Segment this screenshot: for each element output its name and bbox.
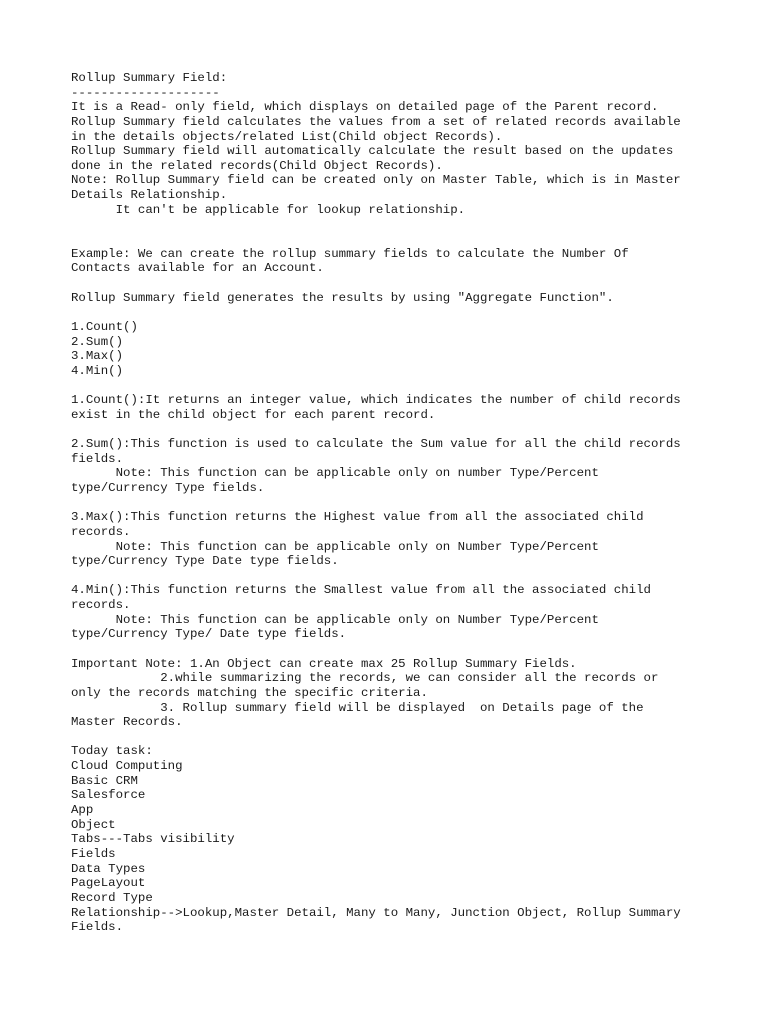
text-line: Note: This function can be applicable only on number Type/Percent xyxy=(71,466,599,481)
text-line: App xyxy=(71,803,94,818)
text-line: Rollup Summary Field: xyxy=(71,71,228,85)
text-line: 2.Sum():This function is used to calculate the Sum value for all the child records xyxy=(71,437,681,452)
text-line xyxy=(71,378,731,393)
text-line xyxy=(71,422,731,437)
text-line xyxy=(71,232,731,247)
text-line: Rollup Summary field will automatically calculate the result based on the updates xyxy=(71,144,674,159)
text-line: Fields. xyxy=(71,920,124,935)
text-line: -------------------- xyxy=(71,85,220,100)
text-line: Note: This function can be applicable only on Number Type/Percent xyxy=(71,539,599,554)
text-line: 4.Min() xyxy=(71,363,124,378)
text-line: type/Currency Type Date type fields. xyxy=(71,554,339,569)
text-line: Salesforce xyxy=(71,788,146,803)
text-line: Basic CRM xyxy=(71,773,138,788)
text-line: in the details objects/related List(Child object Records). xyxy=(71,129,503,144)
text-line: records. xyxy=(71,524,131,539)
text-line xyxy=(71,276,731,291)
text-line: type/Currency Type fields. xyxy=(71,480,265,495)
text-line xyxy=(71,569,731,584)
text-line: 4.Min():This function returns the Smallest value from all the associated child xyxy=(71,583,651,598)
text-line: records. xyxy=(71,598,131,613)
text-line xyxy=(71,730,731,745)
text-line: Example: We can create the rollup summary fields to calculate the Number Of xyxy=(71,246,629,261)
text-line: Rollup Summary field calculates the values from a set of related records available xyxy=(71,114,681,129)
text-line: Fields xyxy=(71,846,116,861)
text-line xyxy=(71,496,731,511)
text-line: 3.Max() xyxy=(71,349,124,364)
text-line: It can't be applicable for lookup relationship. xyxy=(71,202,466,217)
text-line: 2.Sum() xyxy=(71,334,124,349)
text-line: 1.Count():It returns an integer value, which indicates the number of child records xyxy=(71,393,681,408)
text-line: Record Type xyxy=(71,890,153,905)
text-line: 1.Count() xyxy=(71,319,138,334)
text-line: Note: Rollup Summary field can be created only on Master Table, which is in Master xyxy=(71,173,681,188)
text-line: Note: This function can be applicable only on Number Type/Percent xyxy=(71,612,599,627)
text-line: 3. Rollup summary field will be displayed on Details page of the xyxy=(71,700,644,715)
text-line: Today task: xyxy=(71,744,153,759)
text-line xyxy=(71,217,731,232)
text-line: 3.Max():This function returns the Highest value from all the associated child xyxy=(71,510,644,525)
text-line: It is a Read- only field, which displays on detailed page of the Parent record. xyxy=(71,100,659,115)
text-line: Tabs---Tabs visibility xyxy=(71,832,235,847)
text-line: 2.while summarizing the records, we can consider all the records or xyxy=(71,671,659,686)
text-line: Data Types xyxy=(71,861,146,876)
text-line: only the records matching the specific criteria. xyxy=(71,685,428,700)
text-line: Important Note: 1.An Object can create max 25 Rollup Summary Fields. xyxy=(71,656,577,671)
text-line: fields. xyxy=(71,451,124,466)
text-line: Rollup Summary field generates the results by using "Aggregate Function". xyxy=(71,290,614,305)
document-body xyxy=(71,71,731,935)
text-line: Master Records. xyxy=(71,715,183,730)
text-line: Cloud Computing xyxy=(71,759,183,774)
text-line xyxy=(71,642,731,657)
text-line: Contacts available for an Account. xyxy=(71,261,324,276)
text-line xyxy=(71,305,731,320)
text-line: Relationship-->Lookup,Master Detail, Many to Many, Junction Object, Rollup Summary xyxy=(71,905,681,920)
text-line: PageLayout xyxy=(71,876,146,891)
text-line: done in the related records(Child Object Records). xyxy=(71,158,443,173)
text-line: type/Currency Type/ Date type fields. xyxy=(71,627,347,642)
text-line: Object xyxy=(71,817,116,832)
text-line: exist in the child object for each parent record. xyxy=(71,407,436,422)
text-line: Details Relationship. xyxy=(71,188,228,203)
